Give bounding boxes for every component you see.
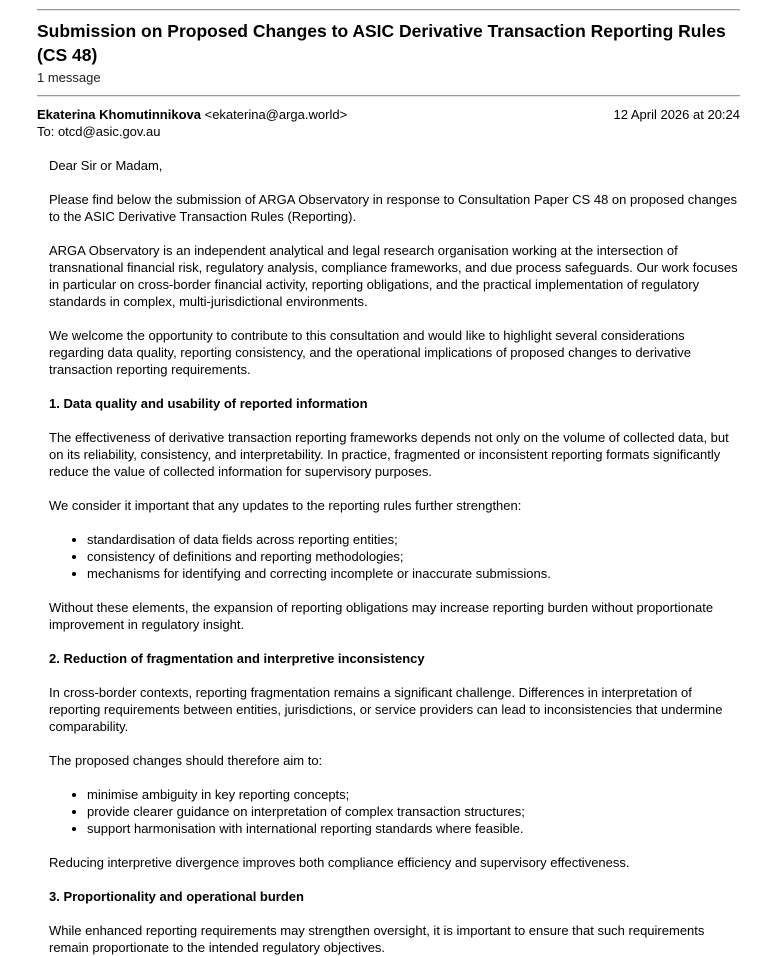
list-item: • minimise ambiguity in key reporting concepts; (87, 786, 740, 803)
sender-name: Ekaterina Khomutinnikova (37, 107, 201, 122)
section2-paragraph-3: Reducing interpretive divergence improves both compliance efficiency and supervisory effectiveness. (49, 855, 630, 870)
header-divider (37, 95, 740, 97)
section3-paragraph-1: While enhanced reporting requirements may strengthen oversight, it is important to ensure that such requirements remain proportionate to the intended regulatory objectives. (49, 923, 705, 955)
list-item: • provide clearer guidance on interpretation of complex transaction structures; (87, 803, 740, 820)
section1-paragraph-3: Without these elements, the expansion of reporting obligations may increase reporting burden without proportionate improvement in regulatory insight. (49, 600, 714, 632)
paragraph-intro: Please find below the submission of ARGA Observatory in response to Consultation Paper CS 48 on proposed changes to the ASIC Derivative Transaction Rules (Reporting). (49, 192, 737, 224)
list-item: • consistency of definitions and reporting methodologies; (87, 548, 740, 565)
list-item: • support harmonisation with international reporting standards where feasible. (87, 820, 740, 837)
section2-paragraph-2: The proposed changes should therefore aim to: (49, 753, 323, 768)
section-heading-1: 1. Data quality and usability of reported information (49, 396, 368, 411)
email-body (49, 157, 740, 956)
list-item: • mechanisms for identifying and correcting incomplete or inaccurate submissions. (87, 565, 740, 582)
sender-row (37, 106, 740, 123)
section-heading-2: 2. Reduction of fragmentation and interpretive inconsistency (49, 651, 425, 666)
recipient-line: To: otcd@asic.gov.au (37, 124, 161, 139)
section1-bullet-list (49, 531, 740, 582)
email-subject: Submission on Proposed Changes to ASIC Derivative Transaction Reporting Rules (CS 48) (37, 21, 726, 65)
section-heading-3: 3. Proportionality and operational burden (49, 889, 304, 904)
paragraph-welcome: We welcome the opportunity to contribute to this consultation and would like to highlight several considerations regarding data quality, reporting consistency, and the operational implications of proposed changes to derivative transaction reporting requirements. (49, 328, 691, 377)
section2-paragraph-1: In cross-border contexts, reporting fragmentation remains a significant challenge. Differences in interpretation of reporting requirements between entities, jurisdictions, or service providers can lead to inconsistencies that undermine comparability. (49, 685, 723, 734)
sender (37, 106, 347, 123)
section1-paragraph-2: We consider it important that any updates to the reporting rules further strengthen: (49, 498, 522, 513)
message-count: 1 message (37, 70, 101, 85)
message-date: 12 April 2026 at 20:24 (613, 107, 740, 122)
salutation: Dear Sir or Madam, (49, 158, 163, 173)
list-item: • standardisation of data fields across reporting entities; (87, 531, 740, 548)
sender-email: <ekaterina@arga.world> (204, 107, 348, 122)
section2-bullet-list (49, 786, 740, 837)
section1-paragraph-1: The effectiveness of derivative transaction reporting frameworks depends not only on the volume of collected data, but on its reliability, consistency, and interpretability. In practice, fragmented or inconsistent reporting formats significantly reduce the value of collected information for supervisory purposes. (49, 430, 729, 479)
top-divider (37, 9, 740, 11)
paragraph-about: ARGA Observatory is an independent analytical and legal research organisation working at the intersection of transnational financial risk, regulatory analysis, compliance frameworks, and due process safeguards. Our work focuses in particular on cross-border financial activity, reporting obligations, and the practical implementation of regulatory standards in complex, multi-jurisdictional environments. (49, 243, 738, 309)
message-header (37, 106, 740, 140)
